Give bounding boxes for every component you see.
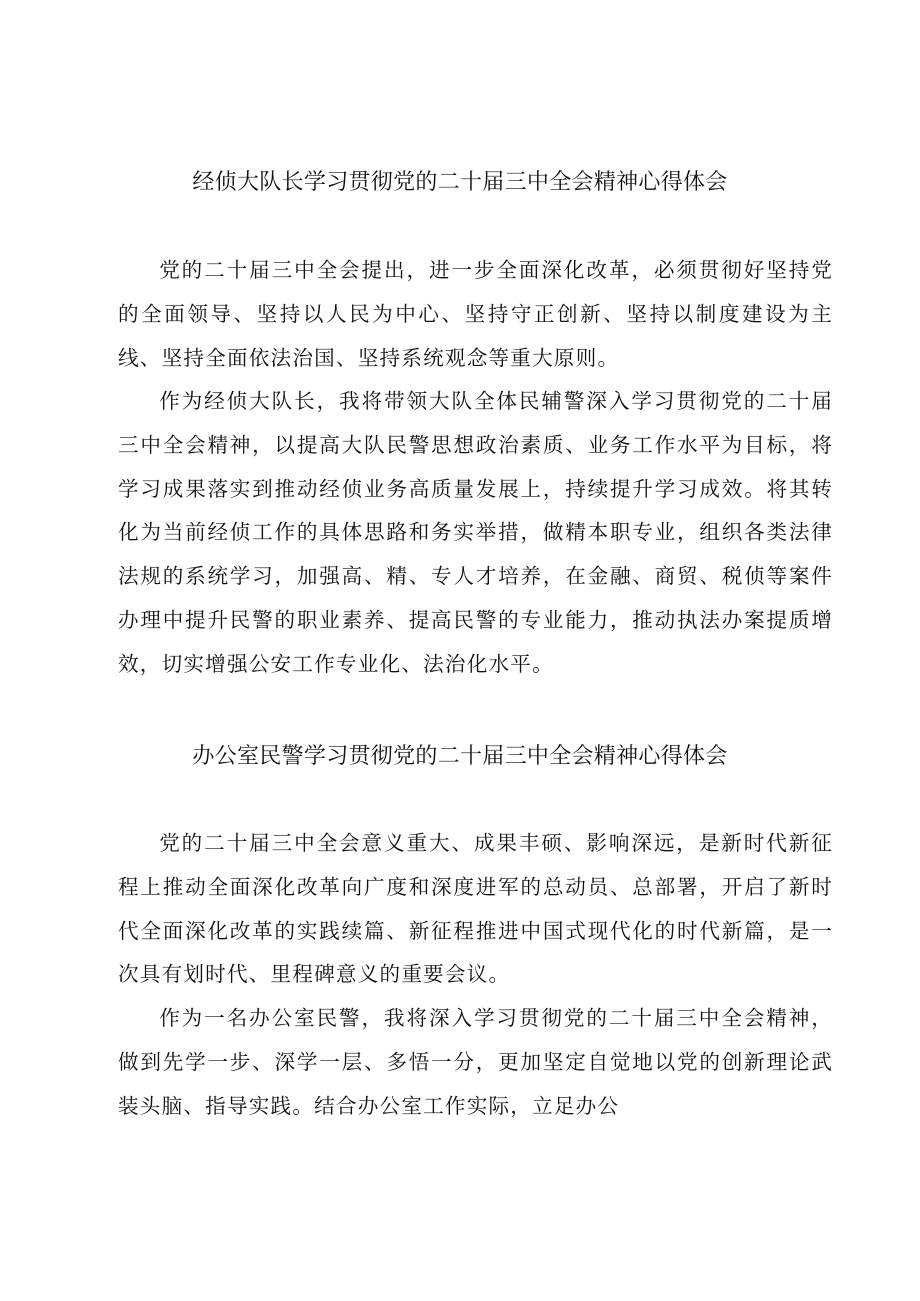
section-title-office-police: 办公室民警学习贯彻党的二十届三中全会精神心得体会 [192,744,728,769]
paragraph: 党的二十届三中全会提出，进一步全面深化改革，必须贯彻好坚持党的全面领导、坚持以人民为中心、坚持守正创新、坚持以制度建设为主线、坚持全面依法治国、坚持系统观念等重大原则。 [118,258,833,370]
paragraph: 作为经侦大队长，我将带领大队全体民辅警深入学习贯彻党的二十届三中全会精神，以提高大队民警思想政治素质、业务工作水平为目标，将学习成果落实到推动经侦业务高质量发展上，持续提升学习成效。将其转化为当前经侦工作的具体思路和务实举措，做精本职专业，组织各类法律法规的系统学习，加强高、精、专人才培养，在金融、商贸、税侦等案件办理中提升民警的职业素养、提高民警的专业能力，推动执法办案提质增效，切实增强公安工作专业化、法治化水平。 [118,389,833,676]
paragraph: 党的二十届三中全会意义重大、成果丰硕、影响深远，是新时代新征程上推动全面深化改革向广度和深度进军的总动员、总部署，开启了新时代全面深化改革的实践续篇、新征程推进中国式现代化的时代新篇，是一次具有划时代、里程碑意义的重要会议。 [118,831,833,987]
section-title-economic-investigation: 经侦大队长学习贯彻党的二十届三中全会精神心得体会 [192,170,728,195]
paragraph: 作为一名办公室民警，我将深入学习贯彻党的二十届三中全会精神，做到先学一步、深学一层、多悟一分，更加坚定自觉地以党的创新理论武装头脑、指导实践。结合办公室工作实际，立足办公 [118,1006,833,1118]
